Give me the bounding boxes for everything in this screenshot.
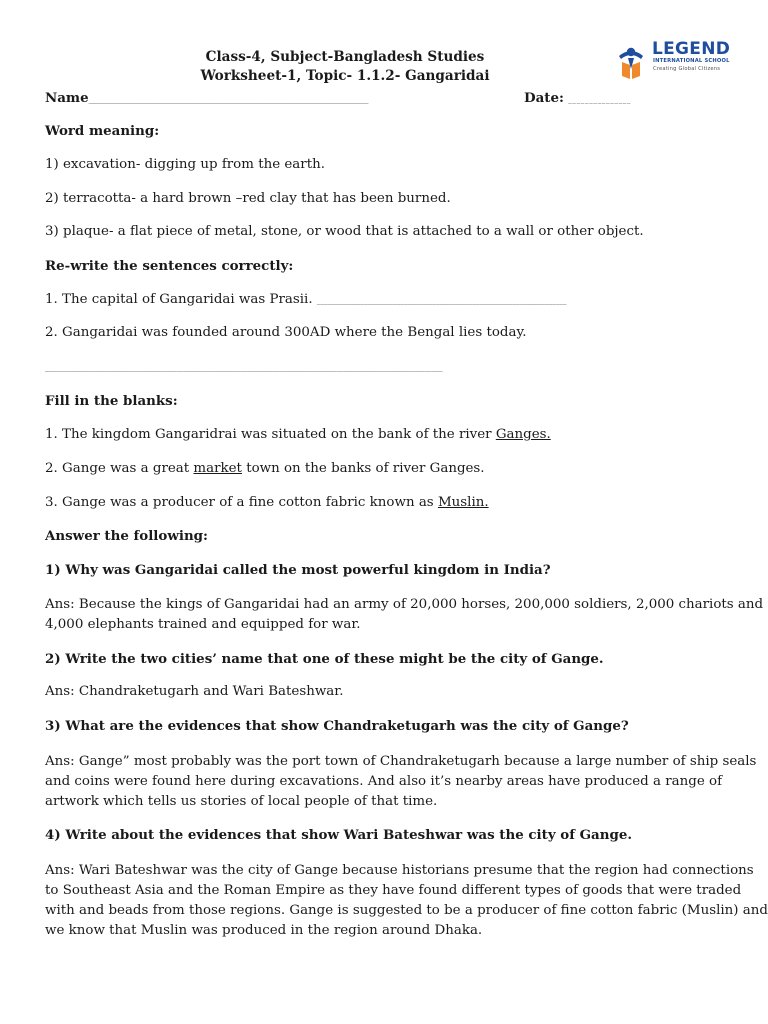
name-blank[interactable]: ___________________________________________________________________________________ bbox=[88, 96, 369, 104]
fill-blank-item bbox=[45, 493, 489, 513]
fill-blank-answer: Muslin. bbox=[437, 495, 489, 510]
logo-wordmark: LEGEND bbox=[652, 39, 731, 59]
rewrite-answer-blank[interactable]: ________________________________________________________________________________________________________________ bbox=[45, 364, 443, 372]
fill-blank-text: town on the banks of river Ganges. bbox=[241, 461, 485, 476]
fill-blank-text: 2. Gange was a great bbox=[45, 461, 194, 476]
fill-blank-text: 1. The kingdom Gangaridrai was situated on the bank of the river bbox=[45, 427, 496, 442]
rewrite-item-text: 2. Gangaridai was founded around 300AD where the Bengal lies today. bbox=[45, 325, 527, 340]
word-meaning-heading: Word meaning: bbox=[45, 123, 160, 139]
fill-blanks-heading: Fill in the blanks: bbox=[45, 393, 178, 409]
fill-blank-text: 3. Gange was a producer of a fine cotton fabric known as bbox=[45, 495, 438, 510]
worksheet-topic: Worksheet-1, Topic- 1.1.2- Gangaridai bbox=[200, 68, 490, 84]
logo-tagline: Creating Global Citizens bbox=[653, 66, 721, 72]
school-logo bbox=[614, 40, 732, 84]
name-row bbox=[45, 88, 368, 110]
rewrite-item bbox=[45, 290, 567, 311]
answer-4-line: with and beads from those regions. Gange is suggested to be a producer of fine cotton fabric (Muslin) and bbox=[45, 903, 768, 918]
worksheet-class-subject: Class-4, Subject-Bangladesh Studies bbox=[205, 49, 485, 65]
question-1: 1) Why was Gangaridai called the most powerful kingdom in India? bbox=[45, 562, 551, 578]
fill-blank-item bbox=[45, 459, 485, 479]
name-label: Name bbox=[45, 90, 89, 106]
answer-2-line: Ans: Chandraketugarh and Wari Bateshwar. bbox=[45, 684, 344, 699]
rewrite-heading: Re-write the sentences correctly: bbox=[45, 258, 294, 274]
date-blank[interactable]: _______________ bbox=[568, 96, 632, 104]
fill-blank-answer: Ganges. bbox=[495, 427, 551, 442]
school-logo-emblem-icon bbox=[614, 42, 648, 82]
answer-3-line: and coins were found here during excavations. And also it’s nearby areas have produced a range of bbox=[45, 774, 723, 789]
answer-1-line: 4,000 elephants trained and equipped for war. bbox=[45, 617, 361, 632]
answer-4-line: we know that Muslin was produced in the region around Dhaka. bbox=[45, 923, 483, 938]
answer-4-line: Ans: Wari Bateshwar was the city of Gange because historians presume that the region had connections bbox=[45, 863, 754, 878]
word-meaning-item: 2) terracotta- a hard brown –red clay that has been burned. bbox=[45, 191, 451, 206]
word-meaning-item: 1) excavation- digging up from the earth. bbox=[45, 157, 325, 172]
fill-blank-item bbox=[45, 425, 551, 445]
logo-subtitle: INTERNATIONAL SCHOOL bbox=[653, 58, 730, 64]
question-2: 2) Write the two cities’ name that one of these might be the city of Gange. bbox=[45, 651, 604, 667]
answer-3-line: artwork which tells us stories of local people of that time. bbox=[45, 794, 438, 809]
answers-heading: Answer the following: bbox=[45, 528, 208, 544]
rewrite-item-text: 1. The capital of Gangaridai was Prasii. bbox=[45, 292, 313, 307]
answer-3-line: Ans: Gange” most probably was the port town of Chandraketugarh because a large number of ship seals bbox=[45, 754, 757, 769]
date-label: Date: bbox=[524, 90, 564, 106]
question-3: 3) What are the evidences that show Chandraketugarh was the city of Gange? bbox=[45, 718, 629, 734]
rewrite-answer-blank[interactable]: _____________________________________________________________________ bbox=[316, 297, 567, 305]
fill-blank-answer: market bbox=[193, 461, 242, 476]
answer-4-line: to Southeast Asia and the Roman Empire as they have found different types of goods that were traded bbox=[45, 883, 742, 898]
question-4: 4) Write about the evidences that show Wari Bateshwar was the city of Gange. bbox=[45, 827, 633, 843]
date-row bbox=[524, 88, 631, 110]
answer-1-line: Ans: Because the kings of Gangaridai had an army of 20,000 horses, 200,000 soldiers, 2,000 chariots and bbox=[45, 597, 764, 612]
word-meaning-item: 3) plaque- a flat piece of metal, stone, or wood that is attached to a wall or other object. bbox=[45, 224, 644, 239]
